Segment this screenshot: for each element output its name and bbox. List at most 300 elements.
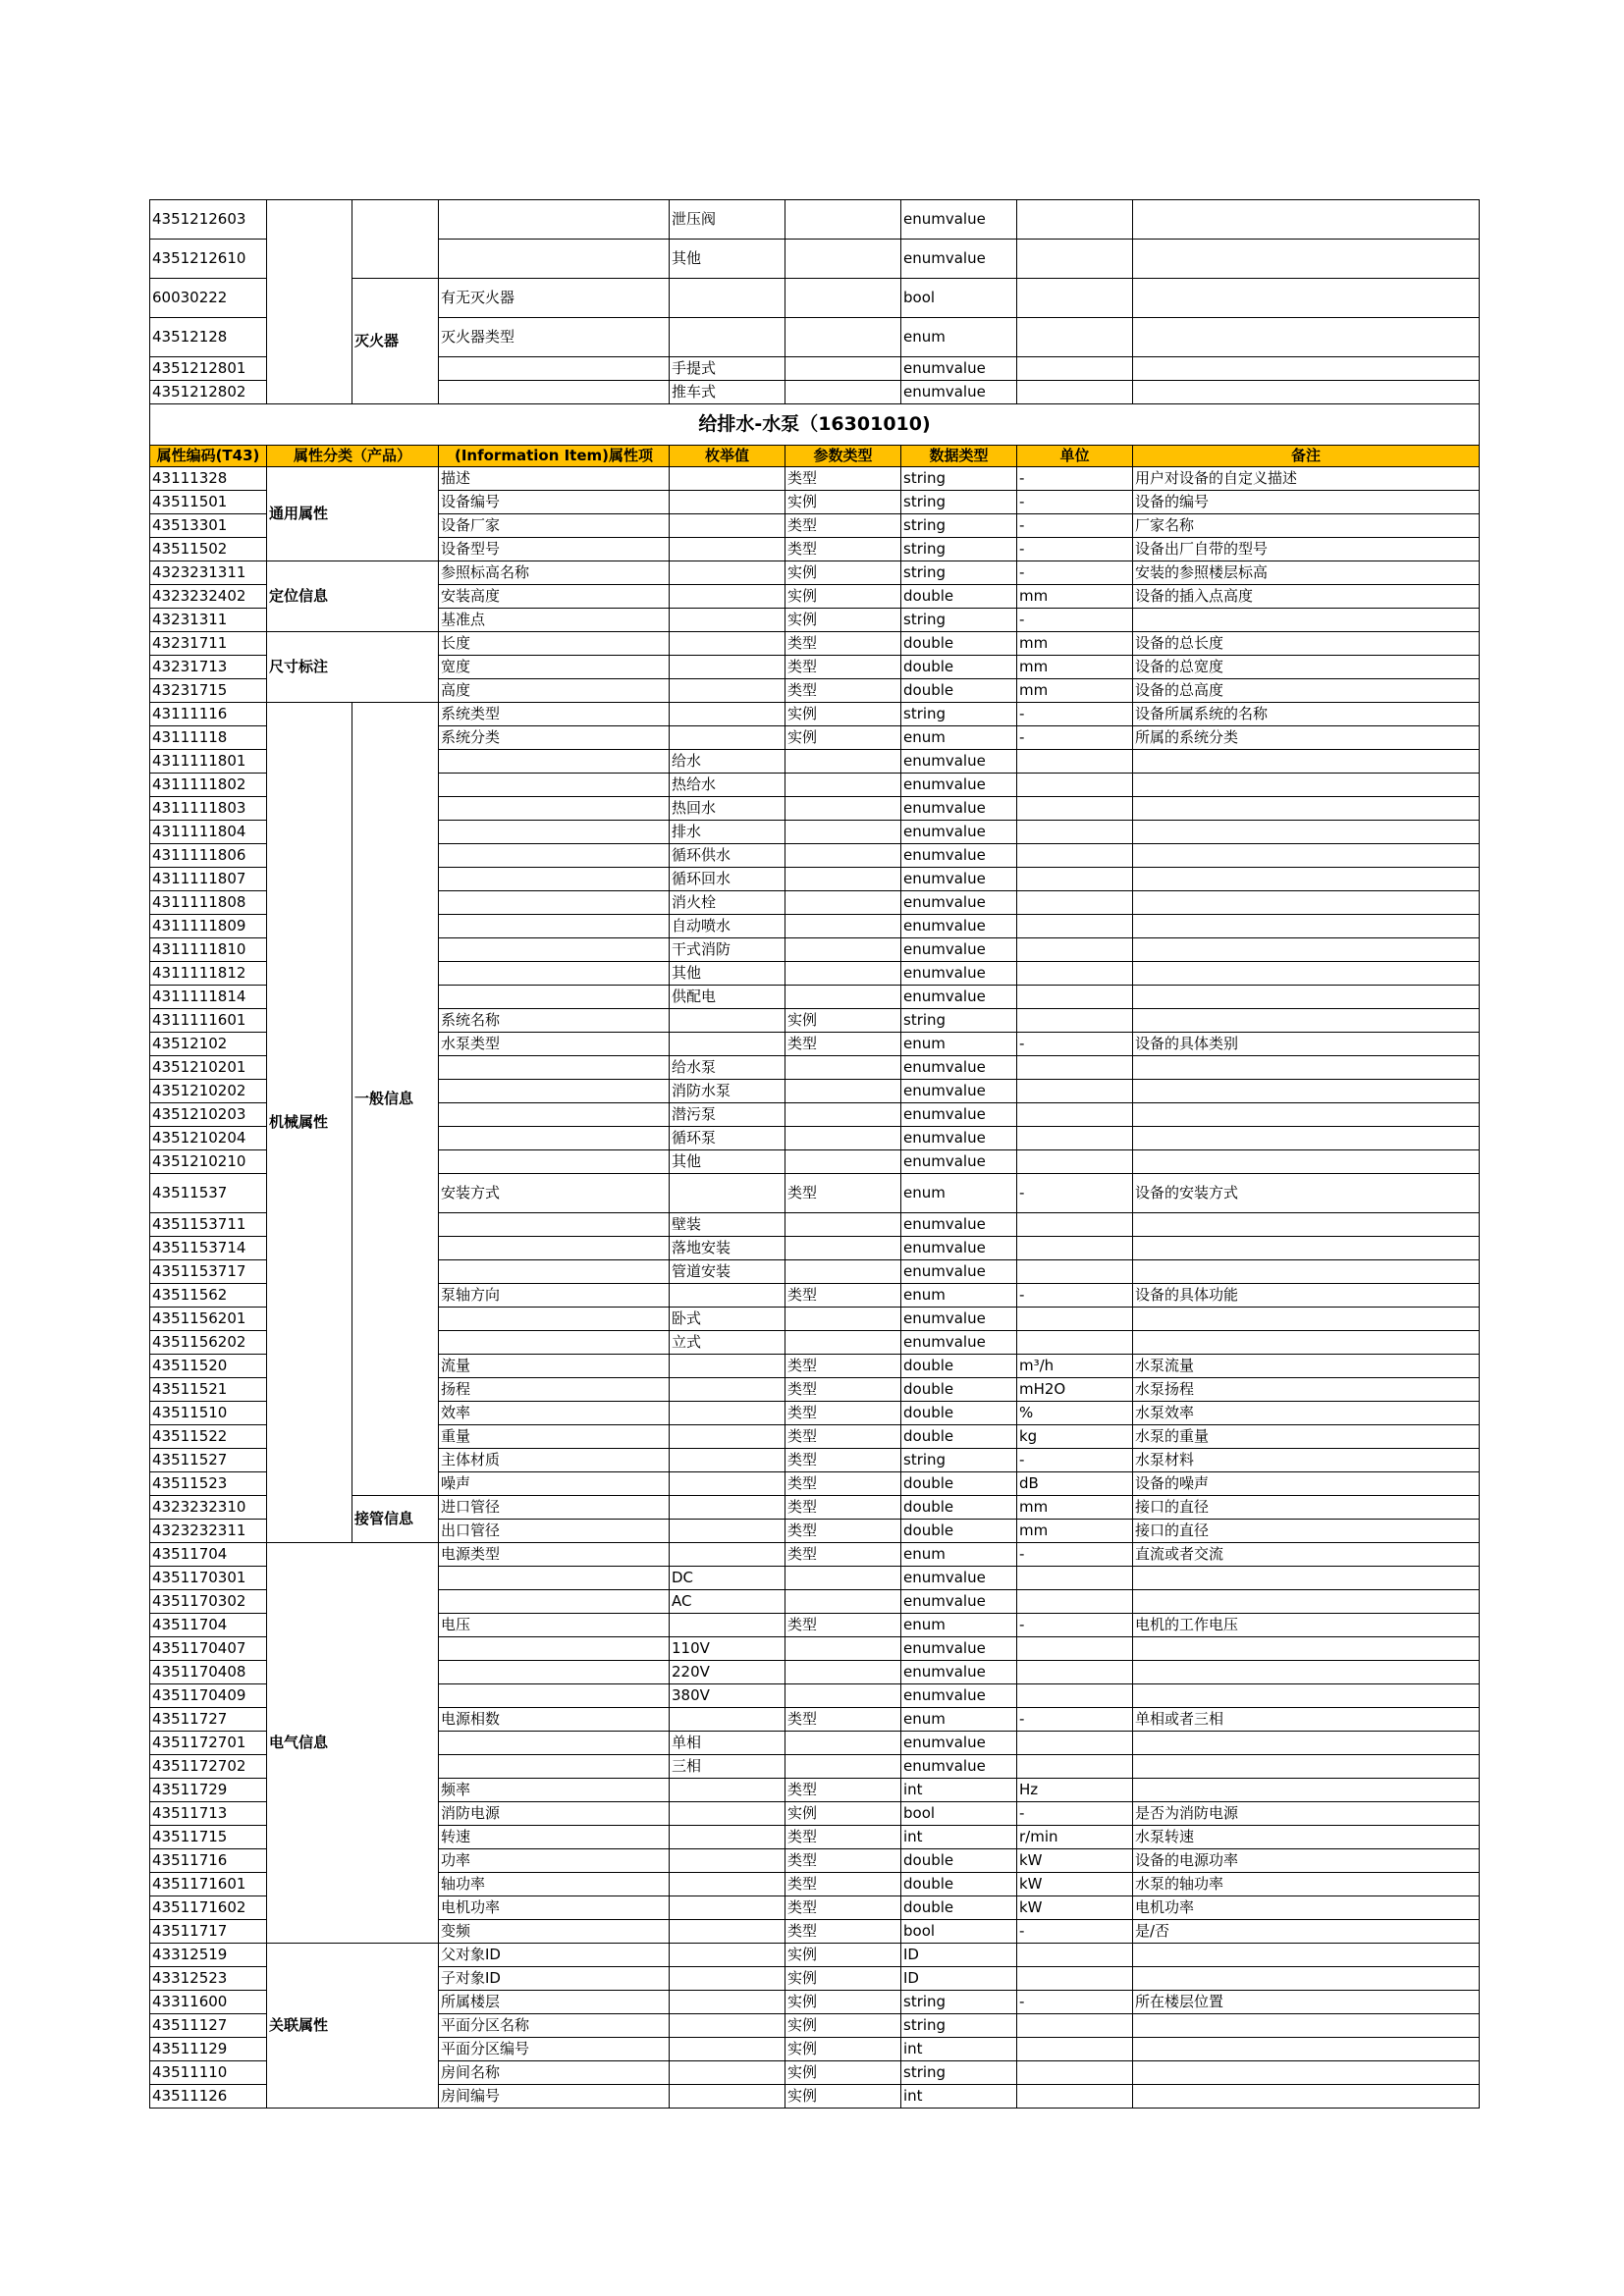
param-type-cell: 类型 xyxy=(785,1355,901,1378)
unit-cell xyxy=(1017,1732,1133,1755)
param-type-cell: 实例 xyxy=(785,609,901,632)
information-item-cell: 高度 xyxy=(439,679,670,703)
enum-value-cell: 推车式 xyxy=(670,381,785,404)
attribute-code-cell: 43513301 xyxy=(150,514,267,538)
information-item-cell: 泵轴方向 xyxy=(439,1284,670,1308)
remark-cell: 水泵效率 xyxy=(1133,1402,1480,1425)
unit-cell xyxy=(1017,1260,1133,1284)
enum-value-cell xyxy=(670,1708,785,1732)
remark-cell xyxy=(1133,1213,1480,1237)
data-type-cell: enumvalue xyxy=(901,1150,1017,1174)
attribute-code-cell: 4311111814 xyxy=(150,986,267,1009)
enum-value-cell xyxy=(670,1284,785,1308)
data-type-cell: bool xyxy=(901,1920,1017,1944)
enum-value-cell xyxy=(670,2038,785,2061)
information-item-cell: 宽度 xyxy=(439,656,670,679)
param-type-cell: 实例 xyxy=(785,585,901,609)
remark-cell xyxy=(1133,797,1480,821)
header-remark: 备注 xyxy=(1133,446,1480,467)
attribute-code-cell: 4351153714 xyxy=(150,1237,267,1260)
param-type-cell xyxy=(785,1661,901,1684)
param-type-cell: 实例 xyxy=(785,1991,901,2014)
information-item-cell xyxy=(439,1260,670,1284)
attribute-code-cell: 4351210203 xyxy=(150,1103,267,1127)
attribute-code-cell: 4351212801 xyxy=(150,357,267,381)
header-unit: 单位 xyxy=(1017,446,1133,467)
enum-value-cell xyxy=(670,279,785,318)
data-type-cell: enumvalue xyxy=(901,821,1017,844)
attribute-code-cell: 43511562 xyxy=(150,1284,267,1308)
enum-value-cell: 380V xyxy=(670,1684,785,1708)
data-type-cell: double xyxy=(901,1520,1017,1543)
information-item-cell: 房间名称 xyxy=(439,2061,670,2085)
enum-value-cell xyxy=(670,585,785,609)
unit-cell: dB xyxy=(1017,1472,1133,1496)
information-item-cell: 功率 xyxy=(439,1849,670,1873)
remark-cell xyxy=(1133,986,1480,1009)
header-item: (Information Item)属性项 xyxy=(439,446,670,467)
enum-value-cell: 110V xyxy=(670,1637,785,1661)
param-type-cell xyxy=(785,844,901,868)
unit-cell: - xyxy=(1017,1708,1133,1732)
information-item-cell: 设备厂家 xyxy=(439,514,670,538)
remark-cell xyxy=(1133,1009,1480,1033)
data-type-cell: enumvalue xyxy=(901,750,1017,774)
attribute-code-cell: 43511717 xyxy=(150,1920,267,1944)
remark-cell: 设备出厂自带的型号 xyxy=(1133,538,1480,561)
enum-value-cell: 立式 xyxy=(670,1331,785,1355)
param-type-cell xyxy=(785,1567,901,1590)
section-title-row xyxy=(150,404,1480,446)
unit-cell: kW xyxy=(1017,1873,1133,1896)
information-item-cell: 长度 xyxy=(439,632,670,656)
enum-value-cell xyxy=(670,1033,785,1056)
remark-cell: 水泵的重量 xyxy=(1133,1425,1480,1449)
enum-value-cell: 其他 xyxy=(670,1150,785,1174)
information-item-cell xyxy=(439,1684,670,1708)
param-type-cell xyxy=(785,1260,901,1284)
data-type-cell: enum xyxy=(901,1614,1017,1637)
enum-value-cell: 单相 xyxy=(670,1732,785,1755)
param-type-cell: 类型 xyxy=(785,1826,901,1849)
remark-cell xyxy=(1133,891,1480,915)
information-item-cell xyxy=(439,797,670,821)
enum-value-cell xyxy=(670,1849,785,1873)
data-type-cell: double xyxy=(901,656,1017,679)
data-type-cell: double xyxy=(901,1873,1017,1896)
param-type-cell xyxy=(785,240,901,279)
data-type-cell: enumvalue xyxy=(901,1103,1017,1127)
remark-cell xyxy=(1133,915,1480,938)
data-type-cell: enumvalue xyxy=(901,938,1017,962)
attribute-code-cell: 4311111601 xyxy=(150,1009,267,1033)
information-item-cell: 房间编号 xyxy=(439,2085,670,2109)
information-item-cell: 电源相数 xyxy=(439,1708,670,1732)
unit-cell xyxy=(1017,357,1133,381)
attribute-code-cell: 43512102 xyxy=(150,1033,267,1056)
enum-value-cell xyxy=(670,1543,785,1567)
param-type-cell: 类型 xyxy=(785,1472,901,1496)
information-item-cell: 频率 xyxy=(439,1779,670,1802)
remark-cell xyxy=(1133,381,1480,404)
remark-cell: 是否为消防电源 xyxy=(1133,1802,1480,1826)
remark-cell xyxy=(1133,1590,1480,1614)
category-cell-empty xyxy=(267,200,352,404)
param-type-cell xyxy=(785,821,901,844)
enum-value-cell: AC xyxy=(670,1590,785,1614)
category-cell: 电气信息 xyxy=(267,1543,439,1944)
remark-cell xyxy=(1133,1127,1480,1150)
attribute-code-cell: 43511502 xyxy=(150,538,267,561)
unit-cell: - xyxy=(1017,561,1133,585)
data-type-cell: enumvalue xyxy=(901,1308,1017,1331)
attribute-code-cell: 43311600 xyxy=(150,1991,267,2014)
information-item-cell: 平面分区名称 xyxy=(439,2014,670,2038)
attribute-code-cell: 4351156202 xyxy=(150,1331,267,1355)
data-type-cell: enumvalue xyxy=(901,1331,1017,1355)
remark-cell xyxy=(1133,750,1480,774)
remark-cell xyxy=(1133,1637,1480,1661)
attribute-code-cell: 43511704 xyxy=(150,1543,267,1567)
param-type-cell xyxy=(785,1637,901,1661)
attribute-code-cell: 4351212603 xyxy=(150,200,267,240)
enum-value-cell: 消防水泵 xyxy=(670,1080,785,1103)
enum-value-cell xyxy=(670,1449,785,1472)
remark-cell xyxy=(1133,938,1480,962)
param-type-cell xyxy=(785,1755,901,1779)
information-item-cell: 出口管径 xyxy=(439,1520,670,1543)
remark-cell xyxy=(1133,1944,1480,1967)
information-item-cell: 所属楼层 xyxy=(439,1991,670,2014)
attribute-code-cell: 4351212610 xyxy=(150,240,267,279)
unit-cell: - xyxy=(1017,1284,1133,1308)
enum-value-cell: 热给水 xyxy=(670,774,785,797)
data-type-cell: enumvalue xyxy=(901,915,1017,938)
information-item-cell: 流量 xyxy=(439,1355,670,1378)
remark-cell xyxy=(1133,2085,1480,2109)
information-item-cell: 描述 xyxy=(439,467,670,491)
information-item-cell: 子对象ID xyxy=(439,1967,670,1991)
data-type-cell: ID xyxy=(901,1944,1017,1967)
data-type-cell: double xyxy=(901,1496,1017,1520)
enum-value-cell xyxy=(670,1174,785,1213)
information-item-cell xyxy=(439,915,670,938)
data-type-cell: string xyxy=(901,703,1017,726)
information-item-cell xyxy=(439,986,670,1009)
information-item-cell xyxy=(439,240,670,279)
remark-cell: 是/否 xyxy=(1133,1920,1480,1944)
enum-value-cell: 管道安装 xyxy=(670,1260,785,1284)
param-type-cell: 实例 xyxy=(785,2061,901,2085)
data-type-cell: enumvalue xyxy=(901,1755,1017,1779)
param-type-cell xyxy=(785,1331,901,1355)
data-type-cell: enumvalue xyxy=(901,357,1017,381)
information-item-cell: 电源类型 xyxy=(439,1543,670,1567)
data-type-cell: enum xyxy=(901,1284,1017,1308)
unit-cell: kW xyxy=(1017,1849,1133,1873)
remark-cell xyxy=(1133,821,1480,844)
enum-value-cell: DC xyxy=(670,1567,785,1590)
attribute-code-cell: 43312519 xyxy=(150,1944,267,1967)
enum-value-cell: 卧式 xyxy=(670,1308,785,1331)
table-row xyxy=(150,467,1480,491)
unit-cell: - xyxy=(1017,491,1133,514)
data-type-cell: string xyxy=(901,609,1017,632)
param-type-cell xyxy=(785,381,901,404)
enum-value-cell: 给水泵 xyxy=(670,1056,785,1080)
remark-cell: 电机的工作电压 xyxy=(1133,1614,1480,1637)
enum-value-cell: 220V xyxy=(670,1661,785,1684)
enum-value-cell xyxy=(670,609,785,632)
param-type-cell xyxy=(785,1684,901,1708)
param-type-cell: 类型 xyxy=(785,1425,901,1449)
data-type-cell: enumvalue xyxy=(901,962,1017,986)
param-type-cell: 类型 xyxy=(785,656,901,679)
attribute-code-cell: 43111118 xyxy=(150,726,267,750)
unit-cell xyxy=(1017,1056,1133,1080)
enum-value-cell xyxy=(670,1920,785,1944)
param-type-cell xyxy=(785,750,901,774)
remark-cell xyxy=(1133,1103,1480,1127)
param-type-cell: 类型 xyxy=(785,1284,901,1308)
attribute-code-cell: 43312523 xyxy=(150,1967,267,1991)
remark-cell xyxy=(1133,1260,1480,1284)
attribute-code-cell: 4351153711 xyxy=(150,1213,267,1237)
param-type-cell xyxy=(785,1732,901,1755)
param-type-cell xyxy=(785,868,901,891)
data-type-cell: string xyxy=(901,1009,1017,1033)
section-title: 给排水-水泵（16301010) xyxy=(150,404,1480,446)
remark-cell xyxy=(1133,1237,1480,1260)
information-item-cell xyxy=(439,844,670,868)
param-type-cell xyxy=(785,1103,901,1127)
information-item-cell: 电压 xyxy=(439,1614,670,1637)
remark-cell xyxy=(1133,2061,1480,2085)
attribute-code-cell: 43511716 xyxy=(150,1849,267,1873)
param-type-cell: 实例 xyxy=(785,2085,901,2109)
enum-value-cell xyxy=(670,679,785,703)
data-type-cell: enumvalue xyxy=(901,200,1017,240)
data-type-cell: enumvalue xyxy=(901,1732,1017,1755)
remark-cell xyxy=(1133,774,1480,797)
remark-cell: 安装的参照楼层标高 xyxy=(1133,561,1480,585)
attribute-code-cell: 4351153717 xyxy=(150,1260,267,1284)
unit-cell: mH2O xyxy=(1017,1378,1133,1402)
information-item-cell xyxy=(439,1732,670,1755)
param-type-cell: 类型 xyxy=(785,538,901,561)
remark-cell xyxy=(1133,1080,1480,1103)
enum-value-cell xyxy=(670,1802,785,1826)
information-item-cell: 扬程 xyxy=(439,1378,670,1402)
remark-cell: 设备的编号 xyxy=(1133,491,1480,514)
remark-cell: 所在楼层位置 xyxy=(1133,1991,1480,2014)
enum-value-cell: 三相 xyxy=(670,1755,785,1779)
remark-cell xyxy=(1133,1779,1480,1802)
unit-cell: kg xyxy=(1017,1425,1133,1449)
unit-cell xyxy=(1017,1009,1133,1033)
data-type-cell: double xyxy=(901,1378,1017,1402)
unit-cell xyxy=(1017,797,1133,821)
data-type-cell: int xyxy=(901,2038,1017,2061)
param-type-cell: 实例 xyxy=(785,491,901,514)
attribute-code-cell: 4351171601 xyxy=(150,1873,267,1896)
data-type-cell: double xyxy=(901,1355,1017,1378)
attribute-code-cell: 4351210204 xyxy=(150,1127,267,1150)
attribute-code-cell: 4323231311 xyxy=(150,561,267,585)
unit-cell: - xyxy=(1017,726,1133,750)
enum-value-cell: 循环回水 xyxy=(670,868,785,891)
enum-value-cell xyxy=(670,656,785,679)
attribute-code-cell: 43111328 xyxy=(150,467,267,491)
unit-cell xyxy=(1017,1661,1133,1684)
information-item-cell: 平面分区编号 xyxy=(439,2038,670,2061)
information-item-cell xyxy=(439,1331,670,1355)
param-type-cell xyxy=(785,797,901,821)
enum-value-cell xyxy=(670,1402,785,1425)
information-item-cell: 消防电源 xyxy=(439,1802,670,1826)
unit-cell xyxy=(1017,1637,1133,1661)
enum-value-cell xyxy=(670,1009,785,1033)
data-type-cell: string xyxy=(901,2061,1017,2085)
enum-value-cell: 落地安装 xyxy=(670,1237,785,1260)
param-type-cell: 类型 xyxy=(785,467,901,491)
attribute-code-cell: 4311111809 xyxy=(150,915,267,938)
unit-cell: - xyxy=(1017,1614,1133,1637)
remark-cell: 设备的具体功能 xyxy=(1133,1284,1480,1308)
enum-value-cell: 热回水 xyxy=(670,797,785,821)
attribute-code-cell: 4323232310 xyxy=(150,1496,267,1520)
enum-value-cell xyxy=(670,1520,785,1543)
param-type-cell: 实例 xyxy=(785,1944,901,1967)
param-type-cell: 类型 xyxy=(785,1543,901,1567)
remark-cell xyxy=(1133,1056,1480,1080)
attribute-code-cell: 43511537 xyxy=(150,1174,267,1213)
remark-cell xyxy=(1133,1567,1480,1590)
param-type-cell: 类型 xyxy=(785,514,901,538)
remark-cell: 设备的具体类别 xyxy=(1133,1033,1480,1056)
enum-value-cell: 排水 xyxy=(670,821,785,844)
information-item-cell: 效率 xyxy=(439,1402,670,1425)
attribute-code-cell: 4311111807 xyxy=(150,868,267,891)
attribute-code-cell: 4351210210 xyxy=(150,1150,267,1174)
remark-cell: 接口的直径 xyxy=(1133,1520,1480,1543)
enum-value-cell: 循环泵 xyxy=(670,1127,785,1150)
unit-cell xyxy=(1017,1308,1133,1331)
data-type-cell: double xyxy=(901,632,1017,656)
attribute-code-cell: 43231711 xyxy=(150,632,267,656)
information-item-cell xyxy=(439,1755,670,1779)
table-row xyxy=(150,632,1480,656)
param-type-cell: 类型 xyxy=(785,632,901,656)
param-type-cell: 类型 xyxy=(785,1520,901,1543)
unit-cell: - xyxy=(1017,1920,1133,1944)
remark-cell xyxy=(1133,962,1480,986)
information-item-cell: 父对象ID xyxy=(439,1944,670,1967)
unit-cell: mm xyxy=(1017,585,1133,609)
data-type-cell: double xyxy=(901,679,1017,703)
information-item-cell xyxy=(439,962,670,986)
enum-value-cell: 壁装 xyxy=(670,1213,785,1237)
remark-cell: 设备的电源功率 xyxy=(1133,1849,1480,1873)
information-item-cell xyxy=(439,821,670,844)
information-item-cell xyxy=(439,1567,670,1590)
param-type-cell: 类型 xyxy=(785,1896,901,1920)
information-item-cell: 安装方式 xyxy=(439,1174,670,1213)
unit-cell: mm xyxy=(1017,632,1133,656)
param-type-cell xyxy=(785,318,901,357)
information-item-cell: 设备编号 xyxy=(439,491,670,514)
param-type-cell: 类型 xyxy=(785,1033,901,1056)
enum-value-cell: 干式消防 xyxy=(670,938,785,962)
param-type-cell: 类型 xyxy=(785,1920,901,1944)
header-row xyxy=(150,446,1480,467)
remark-cell: 设备的安装方式 xyxy=(1133,1174,1480,1213)
information-item-cell: 噪声 xyxy=(439,1472,670,1496)
remark-cell xyxy=(1133,1331,1480,1355)
information-item-cell xyxy=(439,1661,670,1684)
unit-cell: mm xyxy=(1017,1496,1133,1520)
enum-value-cell: 循环供水 xyxy=(670,844,785,868)
information-item-cell xyxy=(439,891,670,915)
subcategory-cell: 灭火器 xyxy=(352,279,439,404)
information-item-cell xyxy=(439,1103,670,1127)
information-item-cell: 系统名称 xyxy=(439,1009,670,1033)
attribute-code-cell: 4351172702 xyxy=(150,1755,267,1779)
unit-cell xyxy=(1017,750,1133,774)
param-type-cell: 类型 xyxy=(785,1708,901,1732)
subcategory-cell-empty xyxy=(352,200,439,279)
unit-cell xyxy=(1017,1213,1133,1237)
remark-cell xyxy=(1133,1967,1480,1991)
remark-cell: 设备的插入点高度 xyxy=(1133,585,1480,609)
enum-value-cell xyxy=(670,1496,785,1520)
data-type-cell: double xyxy=(901,1425,1017,1449)
enum-value-cell xyxy=(670,491,785,514)
unit-cell: mm xyxy=(1017,656,1133,679)
param-type-cell xyxy=(785,891,901,915)
attribute-code-cell: 43231713 xyxy=(150,656,267,679)
data-type-cell: double xyxy=(901,1896,1017,1920)
enum-value-cell: 供配电 xyxy=(670,986,785,1009)
remark-cell xyxy=(1133,1755,1480,1779)
attribute-code-cell: 43511527 xyxy=(150,1449,267,1472)
remark-cell: 水泵材料 xyxy=(1133,1449,1480,1472)
table-row xyxy=(150,561,1480,585)
param-type-cell: 类型 xyxy=(785,679,901,703)
information-item-cell: 重量 xyxy=(439,1425,670,1449)
attribute-code-cell: 4351212802 xyxy=(150,381,267,404)
remark-cell: 厂家名称 xyxy=(1133,514,1480,538)
remark-cell xyxy=(1133,868,1480,891)
param-type-cell xyxy=(785,1127,901,1150)
data-type-cell: enumvalue xyxy=(901,891,1017,915)
unit-cell xyxy=(1017,915,1133,938)
attribute-code-cell: 4351210201 xyxy=(150,1056,267,1080)
attribute-code-cell: 4351170408 xyxy=(150,1661,267,1684)
remark-cell: 水泵转速 xyxy=(1133,1826,1480,1849)
information-item-cell xyxy=(439,1080,670,1103)
param-type-cell xyxy=(785,962,901,986)
attribute-code-cell: 4323232311 xyxy=(150,1520,267,1543)
table-row xyxy=(150,1543,1480,1567)
unit-cell xyxy=(1017,240,1133,279)
param-type-cell xyxy=(785,915,901,938)
param-type-cell xyxy=(785,774,901,797)
data-type-cell: enumvalue xyxy=(901,1056,1017,1080)
remark-cell xyxy=(1133,1732,1480,1755)
data-type-cell: string xyxy=(901,1991,1017,2014)
remark-cell: 设备的总高度 xyxy=(1133,679,1480,703)
